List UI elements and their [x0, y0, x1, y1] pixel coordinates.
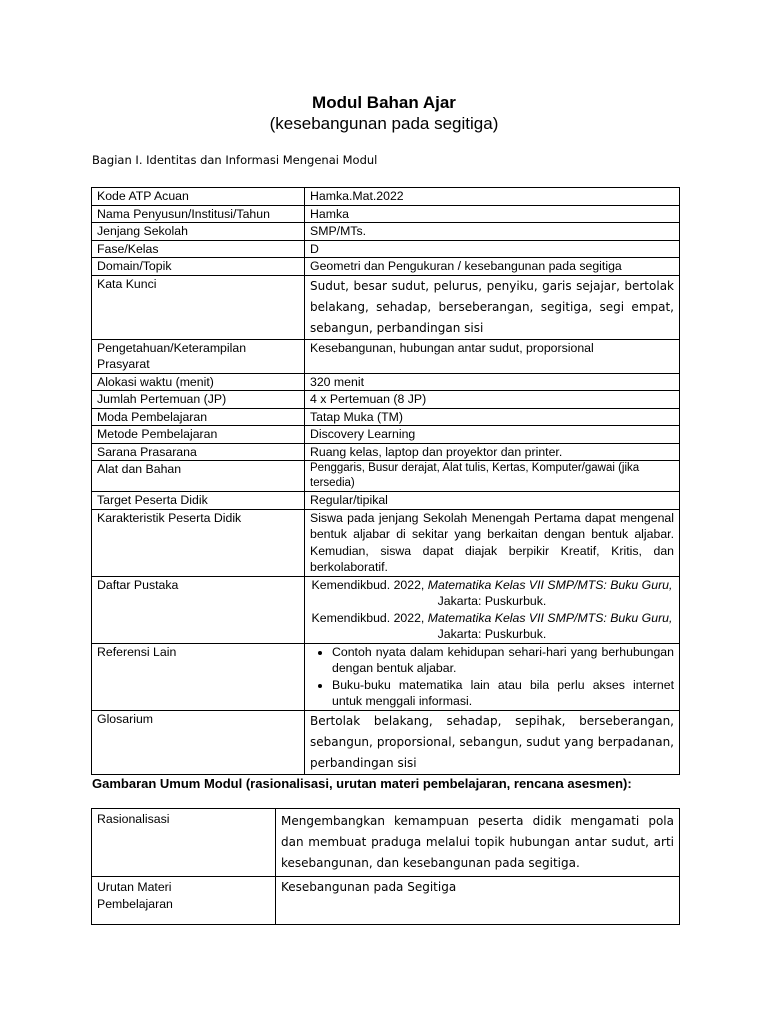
row-label: Metode Pembelajaran: [92, 426, 305, 444]
section-heading-overview: Gambaran Umum Modul (rasionalisasi, urutan materi pembelajaran, rencana asesmen):: [92, 776, 632, 791]
row-value: Mengembangkan kemampuan peserta didik mengamati pola dan membuat praduga melalui topik hubungan antar sudut, arti kesebangunan, dan kesebangunan pada segitiga.: [276, 809, 680, 877]
table-row: [92, 240, 680, 258]
row-value: D: [305, 240, 680, 258]
table-row: [92, 339, 680, 373]
row-label: Kata Kunci: [92, 275, 305, 339]
row-value: Hamka: [305, 205, 680, 223]
row-label: Karakteristik Peserta Didik: [92, 509, 305, 576]
row-label: Fase/Kelas: [92, 240, 305, 258]
table-row: [92, 710, 680, 774]
table-row: [92, 509, 680, 576]
row-value: Hamka.Mat.2022: [305, 188, 680, 206]
table-row: [92, 188, 680, 206]
row-label: Sarana Prasarana: [92, 443, 305, 461]
reference-entry: Kemendikbud. 2022, Matematika Kelas VII SMP/MTS: Buku Guru, Jakarta: Puskurbuk.: [311, 577, 673, 608]
table-row: [92, 275, 680, 339]
list-item: • Contoh nyata dalam kehidupan sehari-hari yang berhubungan dengan bentuk aljabar.: [332, 644, 674, 677]
row-value: Kesebangunan pada Segitiga: [276, 877, 680, 925]
overview-table: [91, 808, 680, 925]
row-label: Alat dan Bahan: [92, 461, 305, 492]
table-row: [92, 643, 680, 710]
row-label: Jenjang Sekolah: [92, 223, 305, 241]
table-row: [92, 223, 680, 241]
row-value: Ruang kelas, laptop dan proyektor dan printer.: [305, 443, 680, 461]
row-value: Bertolak belakang, sehadap, sepihak, berseberangan, sebangun, proporsional, sebangun, sudut yang berpadanan, perbandingan sisi: [305, 710, 680, 774]
table-row: [92, 408, 680, 426]
table-row: [92, 492, 680, 510]
table-row: [92, 391, 680, 409]
row-label: Jumlah Pertemuan (JP): [92, 391, 305, 409]
row-value: Regular/tipikal: [305, 492, 680, 510]
section-heading-identity: Bagian I. Identitas dan Informasi Mengenai Modul: [92, 153, 378, 167]
row-value: Sudut, besar sudut, pelurus, penyiku, garis sejajar, bertolak belakang, sehadap, berseberangan, segitiga, segi empat, sebangun, perbandingan sisi: [305, 275, 680, 339]
row-label: Urutan Materi Pembelajaran: [92, 877, 276, 925]
row-label: Daftar Pustaka: [92, 576, 305, 643]
row-value: Tatap Muka (TM): [305, 408, 680, 426]
row-label: Pengetahuan/Keterampilan Prasyarat: [92, 339, 305, 373]
row-value: Discovery Learning: [305, 426, 680, 444]
table-row: [92, 426, 680, 444]
document-subtitle: (kesebangunan pada segitiga): [269, 114, 499, 133]
list-item: • Buku-buku matematika lain atau bila perlu akses internet untuk menggali informasi.: [332, 677, 674, 710]
row-value: Siswa pada jenjang Sekolah Menengah Pertama dapat mengenal bentuk aljabar di sekitar yang berkaitan dengan bentuk aljabar. Kemudian, siswa dapat diajak berpikir Kreatif, Kritis, dan berkolaboratif.: [305, 509, 680, 576]
table-row: [92, 576, 680, 643]
row-label: Domain/Topik: [92, 258, 305, 276]
row-value: [305, 643, 680, 710]
row-value: Penggaris, Busur derajat, Alat tulis, Kertas, Komputer/gawai (jika tersedia): [305, 461, 680, 492]
table-row: [92, 205, 680, 223]
table-row: [92, 258, 680, 276]
row-value: 4 x Pertemuan (8 JP): [305, 391, 680, 409]
row-value: [305, 576, 680, 643]
table-row: [92, 461, 680, 492]
row-label: Rasionalisasi: [92, 809, 276, 877]
row-label: Target Peserta Didik: [92, 492, 305, 510]
row-label: Referensi Lain: [92, 643, 305, 710]
row-label: Kode ATP Acuan: [92, 188, 305, 206]
table-row: [92, 373, 680, 391]
identity-table: [91, 187, 680, 775]
reference-list: [310, 644, 674, 710]
row-value: SMP/MTs.: [305, 223, 680, 241]
row-value: 320 menit: [305, 373, 680, 391]
document-title: Modul Bahan Ajar: [312, 93, 456, 112]
row-value: Geometri dan Pengukuran / kesebangunan pada segitiga: [305, 258, 680, 276]
row-label: Glosarium: [92, 710, 305, 774]
row-value: Kesebangunan, hubungan antar sudut, proporsional: [305, 339, 680, 373]
row-label: Alokasi waktu (menit): [92, 373, 305, 391]
table-row: [92, 877, 680, 925]
row-label: Moda Pembelajaran: [92, 408, 305, 426]
reference-entry: Kemendikbud. 2022, Matematika Kelas VII SMP/MTS: Buku Guru, Jakarta: Puskurbuk.: [311, 610, 673, 641]
row-label: Nama Penyusun/Institusi/Tahun: [92, 205, 305, 223]
table-row: [92, 809, 680, 877]
table-row: [92, 443, 680, 461]
